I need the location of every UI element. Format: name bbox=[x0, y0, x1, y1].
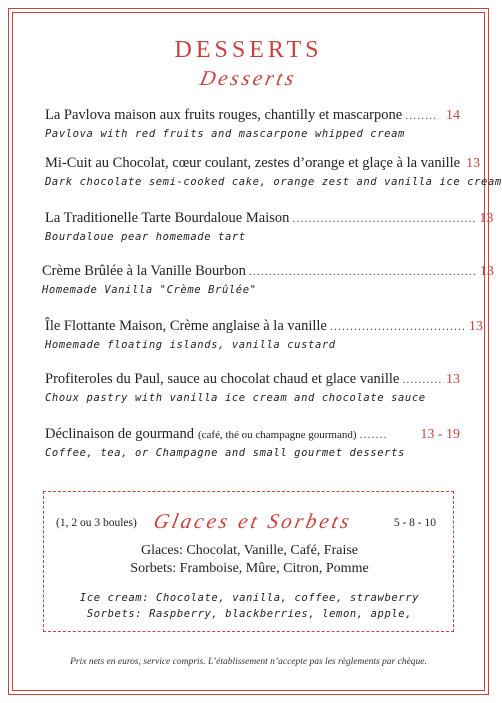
item-name: Mi-Cuit au Chocolat, cœur coulant, zestes d’orange et glaçe à la vanille bbox=[45, 155, 461, 171]
menu-item-tarte bbox=[45, 210, 494, 243]
item-price: 13 bbox=[446, 372, 460, 387]
item-price: 13 - 19 bbox=[420, 427, 460, 442]
glaces-section bbox=[43, 491, 454, 632]
sorbets-flavors: Sorbets: Framboise, Mûre, Citron, Pomme bbox=[130, 561, 369, 576]
item-name: Déclinaison de gourmand bbox=[45, 426, 194, 442]
item-leader: .............................................. bbox=[292, 211, 477, 225]
footer-note: Prix nets en euros, service compris. L’établissement n’accepte pas les règlements par chèque. bbox=[70, 657, 427, 667]
item-description: Bourdaloue pear homemade tart bbox=[45, 231, 246, 243]
glaces-title: Glaces et Sorbets bbox=[151, 509, 355, 533]
item-leader: ....... bbox=[359, 427, 388, 441]
item-leader: ........ bbox=[405, 108, 438, 122]
page-title: DESSERTS bbox=[174, 37, 323, 63]
item-price: 13 bbox=[479, 211, 494, 226]
ice-cream-english: Ice cream: Chocolate, vanilla, coffee, strawberry bbox=[79, 592, 420, 604]
item-description: Choux pastry with vanilla ice cream and chocolate sauce bbox=[45, 392, 426, 404]
item-price: 13 bbox=[468, 319, 483, 334]
page-subtitle: Desserts bbox=[197, 66, 300, 90]
item-leader: .................................. bbox=[329, 319, 466, 333]
item-description: Dark chocolate semi-cooked cake, orange zest and vanilla ice cream bbox=[45, 176, 502, 188]
item-name: Profiteroles du Paul, sauce au chocolat chaud et glace vanille bbox=[45, 371, 400, 387]
item-leader: ......................................................... bbox=[248, 264, 477, 278]
menu-item-ile-flottante bbox=[45, 318, 483, 351]
item-leader: .......... bbox=[402, 372, 443, 386]
item-price: 13 bbox=[479, 264, 494, 279]
menu-item-profiteroles bbox=[45, 371, 460, 404]
item-price: 14 bbox=[446, 108, 460, 123]
item-note: (café, thé ou champagne gourmand) bbox=[198, 429, 357, 441]
item-price: 13 bbox=[466, 156, 481, 171]
item-description: Homemade Vanilla "Crème Brûlée" bbox=[42, 284, 257, 296]
item-name: La Traditionelle Tarte Bourdaloue Maison bbox=[45, 210, 290, 226]
glaces-portion: (1, 2 ou 3 boules) bbox=[56, 517, 137, 529]
menu-item-mi-cuit bbox=[45, 155, 502, 188]
glaces-flavors: Glaces: Chocolat, Vanille, Café, Fraise bbox=[140, 543, 359, 558]
menu-item-pavlova bbox=[45, 107, 460, 140]
sorbets-english: Sorbets: Raspberry, blackberries, lemon, apple, bbox=[86, 608, 413, 620]
item-name: Île Flottante Maison, Crème anglaise à la vanille bbox=[45, 318, 327, 334]
menu-item-gourmand bbox=[45, 426, 460, 459]
item-name: Crème Brûlée à la Vanille Bourbon bbox=[42, 263, 246, 279]
item-description: Homemade floating islands, vanilla custard bbox=[45, 339, 336, 351]
item-description: Pavlova with red fruits and mascarpone whipped cream bbox=[45, 128, 405, 140]
item-description: Coffee, tea, or Champagne and small gourmet desserts bbox=[45, 447, 405, 459]
menu-item-creme-brulee bbox=[42, 263, 494, 296]
glaces-prices: 5 - 8 - 10 bbox=[393, 517, 436, 529]
item-name: La Pavlova maison aux fruits rouges, chantilly et mascarpone bbox=[45, 107, 403, 123]
